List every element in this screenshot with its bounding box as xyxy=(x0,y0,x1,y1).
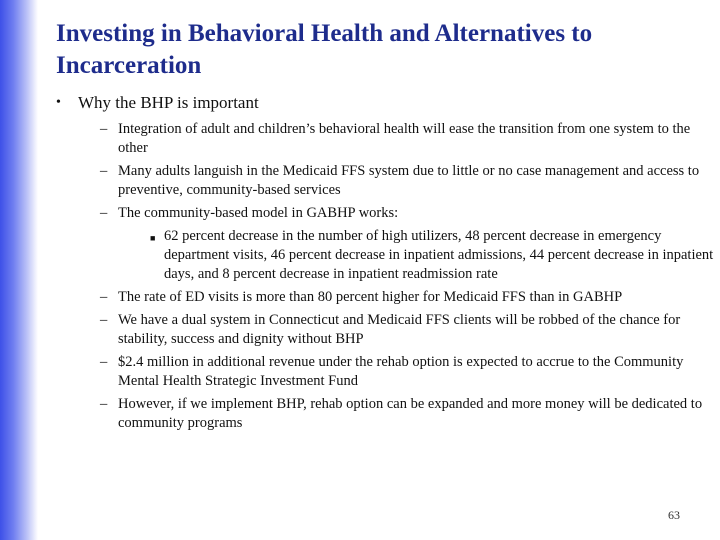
bullet-item xyxy=(56,92,716,114)
sub-bullet-text: Many adults languish in the Medicaid FFS system due to little or no case management and access to preventive, community-based services xyxy=(118,163,700,198)
sub-bullet-item xyxy=(100,120,716,158)
sub-bullet-text: We have a dual system in Connecticut and Medicaid FFS clients will be robbed of the chance for stability, success and dignity without BHP xyxy=(118,312,681,347)
sub-bullet-text: $2.4 million in additional revenue under the rehab option is expected to accrue to the Community Mental Health Strategic Investment Fund xyxy=(118,354,684,389)
sub-bullet-item xyxy=(100,204,716,223)
sub-bullet-item xyxy=(100,311,716,349)
sub-sub-bullet-text: 62 percent decrease in the number of high utilizers, 48 percent decrease in emergency department visits, 46 percent decrease in inpatient admissions, 44 percent decrease in inpatient days, and 8 percent decrease in inpatient readmission rate xyxy=(164,228,714,282)
sub-bullet-text: However, if we implement BHP, rehab option can be expanded and more money will be dedicated to community programs xyxy=(118,396,703,431)
dash-marker: – xyxy=(100,396,108,412)
sub-bullet-item xyxy=(100,395,716,433)
sub-bullet-text: Integration of adult and children’s behavioral health will ease the transition from one system to the other xyxy=(118,121,691,156)
bullet-marker: • xyxy=(56,95,61,110)
dash-marker: – xyxy=(100,205,108,221)
sub-bullet-text: The community-based model in GABHP works: xyxy=(118,205,399,221)
left-gradient-band xyxy=(0,0,38,540)
slide-title: Investing in Behavioral Health and Alternatives to Incarceration xyxy=(56,20,593,79)
sub-bullet-text: The rate of ED visits is more than 80 percent higher for Medicaid FFS than in GABHP xyxy=(118,289,623,305)
square-bullet-icon: ■ xyxy=(150,233,156,243)
bullet-text: Why the BHP is important xyxy=(78,93,259,112)
page-number: 63 xyxy=(668,508,680,522)
dash-marker: – xyxy=(100,312,108,328)
sub-bullet-item xyxy=(100,288,716,307)
dash-marker: – xyxy=(100,121,108,137)
dash-marker: – xyxy=(100,163,108,179)
slide-content xyxy=(56,92,716,437)
dash-marker: – xyxy=(100,354,108,370)
sub-bullet-item xyxy=(100,162,716,200)
sub-sub-bullet-item xyxy=(150,227,716,284)
dash-marker: – xyxy=(100,289,108,305)
sub-bullet-item xyxy=(100,353,716,391)
